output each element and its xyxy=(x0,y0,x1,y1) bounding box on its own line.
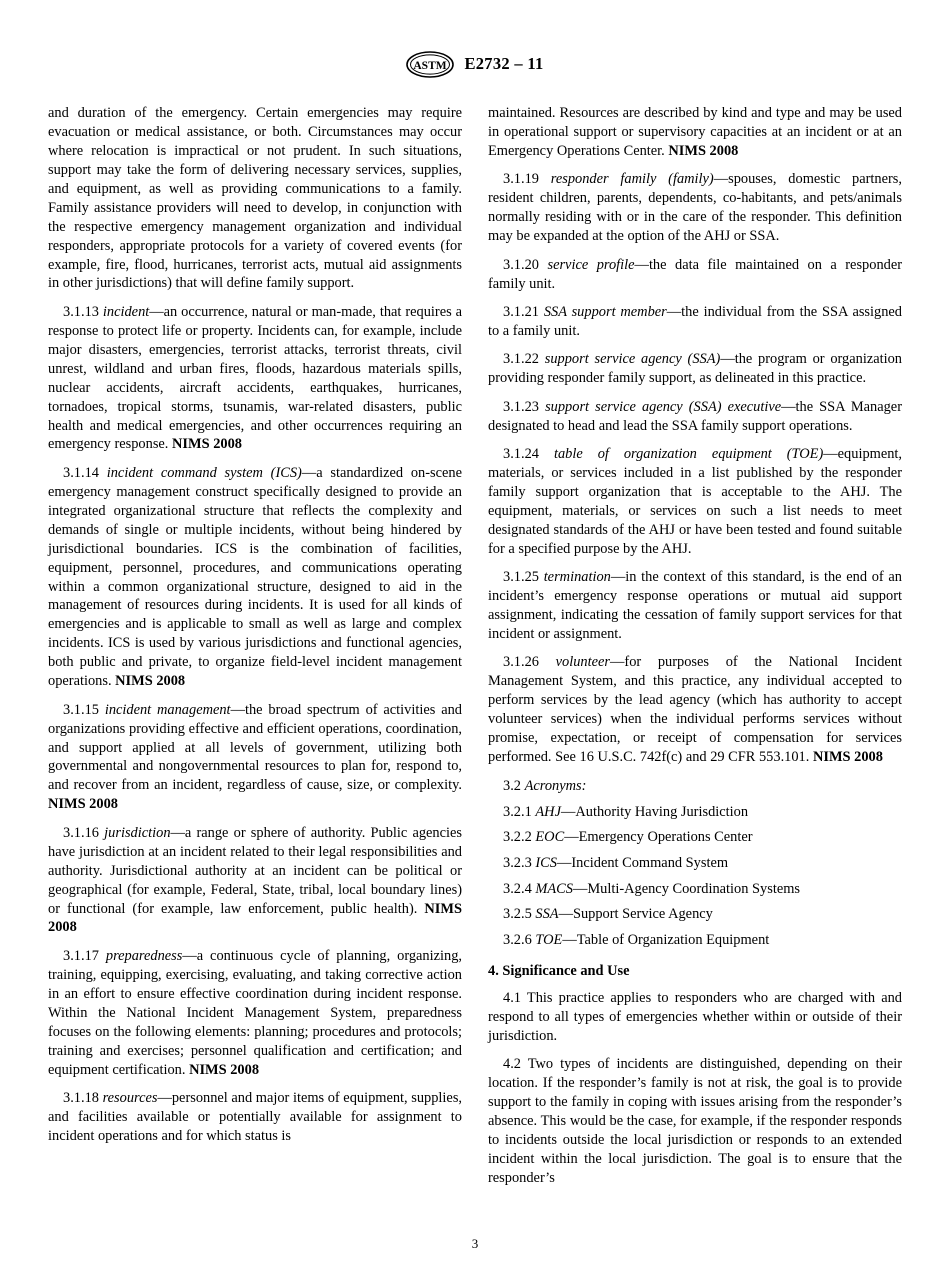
text-run: —equipment, materials, or services included in a list published by the responder family support organization that is acceptable to the AHJ. The equipment, materials, or services on such a list needs to meet designated standards of the AHJ or have been tested and found suitable for a specified purpose by the AHJ. xyxy=(488,446,903,557)
acronym-abbr: TOE xyxy=(535,932,563,949)
text-run: —the SSA Manager designated to head and lead the SSA family support operations. xyxy=(488,398,902,434)
paragraph-4-1 xyxy=(488,989,902,1046)
text-run: maintained. Resources are described by kind and type and may be used in operational support or supervisory capacities at an incident or at an Emergency Operations Center. xyxy=(488,105,902,159)
paragraph-3-1-21 xyxy=(488,303,902,341)
text-run: 3.1.15 xyxy=(63,701,105,718)
defined-term: service profile xyxy=(547,256,635,273)
acronym-number: 3.2.5 xyxy=(503,906,536,923)
section-heading-significance-and-use: 4. Significance and Use xyxy=(488,962,630,979)
source-reference: NIMS 2008 xyxy=(48,900,462,936)
text-run: —personnel and major items of equipment, supplies, and facilities available or potentially available for assignment to incident operations and for which status is xyxy=(48,1089,463,1144)
defined-term: table of organization equipment (TOE) xyxy=(553,446,824,463)
paragraph-resources-cont xyxy=(488,104,902,161)
text-run: —a range or sphere of authority. Public agencies have jurisdiction at an incident related to their legal responsibilities and authority. Jurisdictional authority at an incident can be political or geographical (for example, Federal, State, tribal, local boundary lines) or functional (for example, law enforcement, public health). xyxy=(48,824,462,917)
page-number: 3 xyxy=(471,1236,479,1251)
text-run: 3.1.18 xyxy=(63,1089,103,1106)
defined-term: resources xyxy=(102,1089,158,1106)
text-run: 3.1.19 xyxy=(503,171,551,188)
paragraph-3-1-15 xyxy=(48,701,462,815)
astm-logo-icon xyxy=(406,51,454,77)
acronym-item-toe xyxy=(488,931,902,950)
paragraph-3-1-23 xyxy=(488,398,902,436)
defined-term: volunteer xyxy=(555,654,611,671)
text-run: —an occurrence, natural or man-made, that requires a response to protect life or property. Incidents can, for example, include major disasters, emergencies, terrorist attacks, terrorist threats, civil unrest, wildland and urban fires, floods, hazardous materials spills, nuclear accidents, aircraft accidents, earthquakes, hurricanes, tornadoes, tropical storms, tsunamis, war-related disasters, public health and medical emergencies, and other occurrences requiring an emergency response. xyxy=(48,303,462,453)
source-reference: NIMS 2008 xyxy=(48,796,118,813)
acronym-abbr: EOC xyxy=(535,829,565,846)
paragraph-3-1-25 xyxy=(488,568,902,644)
acronym-definition: —Multi-Agency Coordination Systems xyxy=(572,880,801,897)
acronym-item-ahj xyxy=(488,803,902,822)
acronym-definition: —Authority Having Jurisdiction xyxy=(560,803,749,820)
acronym-number: 3.2.1 xyxy=(503,803,536,820)
paragraph-3-1-18 xyxy=(48,1089,462,1146)
text-run: —for purposes of the National Incident Management System, and this practice, any individual accepted to perform services by the lead agency (which has authority to accept volunteer services) when the individual performs services without promise, expectation, or receipt of compensation for services performed. See 16 U.S.C. 742f(c) and 29 CFR 553.101. xyxy=(488,654,902,766)
text-run: 3.1.21 xyxy=(503,303,544,320)
source-reference: NIMS 2008 xyxy=(172,436,242,453)
acronym-abbr: SSA xyxy=(535,906,559,923)
acronym-item-macs xyxy=(488,880,902,899)
acronym-definition: —Support Service Agency xyxy=(558,906,713,923)
text-run: 4.2 Two types of incidents are distinguished, depending on their location. If the responder’s family is not at risk, the goal is to provide support to the family in coping with issues arising from the responder’s absence. This would be the case, for example, if the responder responds to incidents outside the local jurisdiction or responds to an extended incident within the local jurisdiction. The goal is to ensure that the responder’s xyxy=(488,1056,902,1186)
defined-term: responder family (family) xyxy=(550,171,714,188)
defined-term: support service agency (SSA) executive xyxy=(545,398,782,415)
page-header xyxy=(48,44,902,84)
defined-term: jurisdiction xyxy=(104,824,171,841)
paragraph-3-1-13 xyxy=(48,303,462,455)
source-reference: NIMS 2008 xyxy=(189,1061,260,1078)
acronyms-heading-label: Acronyms: xyxy=(524,777,587,794)
paragraph-3-1-20 xyxy=(488,256,902,294)
svg-text:ASTM: ASTM xyxy=(413,60,448,72)
acronym-number: 3.2.2 xyxy=(503,829,536,846)
paragraph-continuation xyxy=(48,104,462,293)
paragraph-3-1-16 xyxy=(48,824,462,938)
left-column xyxy=(48,104,462,1155)
source-reference: NIMS 2008 xyxy=(668,142,739,159)
page-footer xyxy=(0,1236,950,1252)
paragraph-3-1-14 xyxy=(48,464,462,691)
text-run: —the program or organization providing responder family support, as delineated in this practice. xyxy=(488,351,902,387)
acronym-definition: —Table of Organization Equipment xyxy=(562,932,770,949)
text-run: 3.1.24 xyxy=(503,446,554,463)
source-reference: NIMS 2008 xyxy=(812,749,883,766)
defined-term: incident command system (ICS) xyxy=(106,464,302,481)
acronyms-heading-number: 3.2 xyxy=(503,777,525,794)
paragraph-3-1-24 xyxy=(488,445,902,559)
text-run: 3.1.20 xyxy=(503,256,548,273)
defined-term: incident management xyxy=(104,701,231,718)
text-run: 3.1.26 xyxy=(503,654,556,671)
text-run: —the data file maintained on a responder family unit. xyxy=(488,256,903,292)
text-run: —the individual from the SSA assigned to a family unit. xyxy=(488,303,903,339)
text-run: 3.1.17 xyxy=(63,947,106,964)
defined-term: SSA support member xyxy=(543,303,667,320)
paragraph-3-1-22 xyxy=(488,350,902,388)
text-run: 4.1 This practice applies to responders who are charged with and respond to all types of emergencies whether within or outside of their jurisdiction. xyxy=(488,989,902,1044)
acronym-definition: —Emergency Operations Center xyxy=(564,829,753,846)
acronyms-heading xyxy=(488,777,902,796)
text-run: 3.1.23 xyxy=(503,398,546,415)
text-run: —a standardized on-scene emergency management construct specifically designed to provide an integrated organizational structure that reflects the complexity and demands of single or multiple incidents, without being hindered by jurisdictional boundaries. ICS is the combination of facilities, equipment, personnel, procedures, and communications operating within a common organizational structure, designed to aid in the management of resources during incidents. It is used for all kinds of emergencies and is applicable to small as well as large and complex incidents. ICS is used by various jurisdictions and functional agencies, both public and private, to organize field-level incident management operations. xyxy=(48,464,462,690)
paragraph-3-1-26 xyxy=(488,653,902,767)
acronym-abbr: MACS xyxy=(535,880,573,897)
acronym-number: 3.2.3 xyxy=(503,854,536,871)
text-run: 3.1.16 xyxy=(63,824,105,841)
paragraph-3-1-19 xyxy=(488,170,902,246)
paragraph-4-2 xyxy=(488,1055,902,1188)
defined-term: incident xyxy=(102,303,150,320)
source-reference: NIMS 2008 xyxy=(115,673,186,690)
acronym-item-ssa xyxy=(488,905,902,924)
text-run: 3.1.13 xyxy=(63,303,103,320)
defined-term: termination xyxy=(543,569,611,586)
acronym-number: 3.2.4 xyxy=(503,880,536,897)
text-run: 3.1.22 xyxy=(503,351,545,368)
acronym-item-eoc xyxy=(488,828,902,847)
text-run: 3.1.14 xyxy=(63,464,107,481)
right-column xyxy=(488,104,902,1197)
text-run: —in the context of this standard, is the end of an incident’s emergency response operations or mutual aid support assignment, indicating the cessation of family support services for that incident or assignment. xyxy=(488,569,903,642)
defined-term: support service agency (SSA) xyxy=(544,351,721,368)
acronym-definition: —Incident Command System xyxy=(556,854,729,871)
text-run: and duration of the emergency. Certain emergencies may require evacuation or medical assistance, or both. Circumstances may occur where relocation is impractical or not prudent. In such situations, support may take the form of delivering necessary services, supplies, and equipment, as well as providing communications to a family. Family assistance providers will need to develop, in conjunction with the respective emergency management organization and individual responders, appropriate protocols for a variety of covered events (for example, fire, flood, hurricanes, terrorist acts, mutual aid assignments in other jurisdictions) that will define family support. xyxy=(48,105,462,292)
standard-designation: E2732 – 11 xyxy=(464,54,544,73)
acronym-abbr: AHJ xyxy=(535,803,561,820)
text-run: —spouses, domestic partners, resident children, parents, dependents, co-habitants, and pets/animals normally residing with or in the care of the responder. This definition may be expanded at the option of the AHJ or SSA. xyxy=(488,171,902,245)
text-run: —a continuous cycle of planning, organizing, training, equipping, exercising, evaluating, and taking corrective action in an effort to ensure effective coordination during incident response. Within the National Incident Management System, preparedness focuses on the following elements: planning; procedures and protocols; training and exercises; personnel qualification and certification; and equipment certification. xyxy=(48,947,462,1078)
defined-term: preparedness xyxy=(105,947,183,964)
text-run: 3.1.25 xyxy=(503,569,544,586)
acronym-number: 3.2.6 xyxy=(503,932,536,949)
acronym-item-ics xyxy=(488,854,902,873)
text-run: —the broad spectrum of activities and organizations providing effective and efficient operations, coordination, and support applied at all levels of government, utilizing both governmental and nongovernmental resources to plan for, respond to, and recover from an incident, regardless of cause, size, or complexity. xyxy=(48,701,462,794)
paragraph-3-1-17 xyxy=(48,947,462,1080)
acronym-abbr: ICS xyxy=(535,854,557,871)
two-column-body xyxy=(48,104,902,1197)
